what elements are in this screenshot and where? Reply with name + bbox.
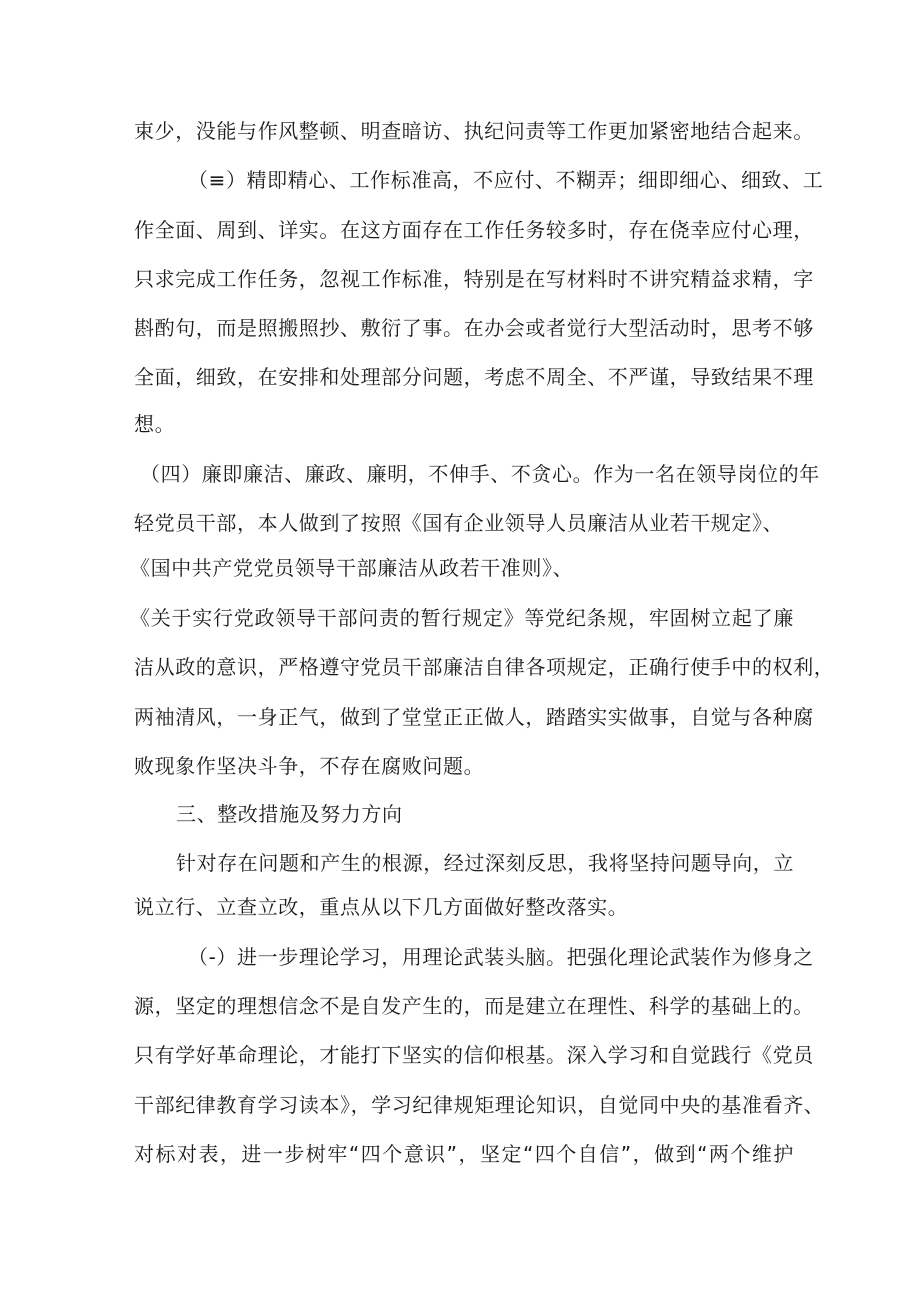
text-line: （-）进一步理论学习，用理论武装头脑。把强化理论武装作为修身之 (188, 945, 814, 969)
text-line: 洁从政的意识，严格遵守党员干部廉洁自律各项规定，正确行使手中的权利， (134, 655, 835, 679)
text-line: （≡）精即精心、工作标准高，不应付、不糊弄；细即细心、细致、工 (188, 168, 824, 192)
text-line: 全面，细致，在安排和处理部分问题，考虑不周全、不严谨，导致结果不理 (134, 365, 814, 389)
text-line: 说立行、立查立改，重点从以下几方面做好整改落实。 (134, 895, 629, 919)
text-line: 干部纪律教育学习读本》，学习纪律规矩理论知识，自觉同中央的基准看齐、 (134, 1093, 825, 1117)
text-line: 败现象作坚决斗争，不存在腐败问题。 (134, 754, 485, 778)
text-line: 只求完成工作任务，忽视工作标准，特别是在写材料时不讲究精益求精，字 (134, 267, 814, 291)
text-line: 两袖清风，一身正气，做到了堂堂正正做人，踏踏实实做事，自觉与各种腐 (134, 705, 814, 729)
text-line: 对标对表，进一步树牢“四个意识”，坚定“四个自信”，做到“两个维护 (134, 1142, 794, 1166)
text-line: 《关于实行党政领导干部问责的暂行规定》等党纪条规，牢固树立起了廉 (130, 606, 794, 630)
text-line: 源，坚定的理想信念不是自发产生的，而是建立在理性、科学的基础上的。 (134, 994, 814, 1018)
section-heading: 三、整改措施及努力方向 (176, 802, 403, 826)
text-line: 只有学好革命理论，才能打下坚实的信仰根基。深入学习和自觉践行《党员 (134, 1043, 814, 1067)
text-line: 束少，没能与作风整顿、明查暗访、执纪问责等工作更加紧密地结合起来。 (134, 119, 814, 143)
text-line: 《国中共产党党员领导干部廉洁从政若干准则》、 (130, 556, 574, 580)
text-line: （四）廉即廉洁、廉政、廉明，不伸手、不贪心。作为一名在领导岗位的年 (140, 462, 820, 486)
text-line: 作全面、周到、详实。在这方面存在工作任务较多时，存在侥幸应付心理， (134, 218, 814, 242)
text-line: 斟酌句，而是照搬照抄、敷衍了事。在办会或者觉行大型活动时，思考不够 (134, 316, 814, 340)
text-line: 针对存在问题和产生的根源，经过深刻反思，我将坚持问题导向，立 (176, 851, 794, 875)
text-line: 轻党员干部，本人做到了按照《国有企业领导人员廉洁从业若干规定》、 (134, 511, 784, 535)
text-line: 想。 (134, 412, 176, 436)
